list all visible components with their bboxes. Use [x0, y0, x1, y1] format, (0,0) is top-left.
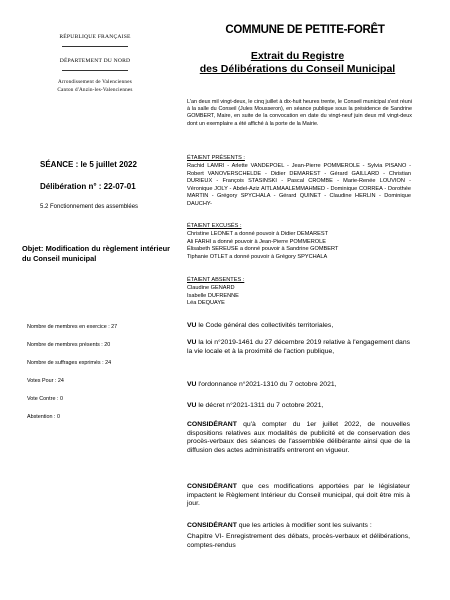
consideration-item — [187, 381, 410, 390]
divider — [62, 70, 128, 71]
consideration-item — [187, 421, 410, 455]
consideration-item — [187, 402, 410, 411]
presents-list: Rachid LAMRI - Arlette VANDEPOEL - Jean-Pierre POMMEROLE - Sylvia PISANO - Robert VANOVERSCHELDE - Didier DEMAREST - Gérard GAILLARD - Christian DURIEUX - François STASINSKI - Pascal CROMBE - Marie-Renée LOUVION - Véronique JOLY - Abdel-Aziz AITLAMAALEMMAHMED - Dominique CORREA - Dorothée MARTIN - Grégory SPYCHALA - Gérard QUINET - Claudine HERLIN - Dominique DAUCHY- — [187, 163, 411, 207]
consideration-text: le Code général des collectivités territoriales, — [196, 322, 334, 329]
republic-label: RÉPUBLIQUE FRANÇAISE — [59, 34, 131, 40]
objet-text: Objet: Modification du règlement intérieur du Conseil municipal — [22, 244, 170, 263]
consideration-lead: VU — [187, 402, 197, 409]
divider — [62, 46, 128, 47]
intro-paragraph: L'an deux mil vingt-deux, le cinq juillet à dix-huit heures trente, le Conseil municipal s'est réuni à la salle du Conseil (Jules Mousseron), en séance publique sous la présidence de Sandrine GOMBERT, Maire, en suite de la convocation en date du vingt-neuf juin deux mil vingt-deux dont un exemplaire a été affiché à la porte de la Mairie. — [187, 99, 412, 127]
consideration-text: que les articles à modifier sont les suivants : — [236, 522, 372, 529]
stat-votes-pour: Votes Pour : 24 — [27, 378, 64, 384]
consideration-lead: VU — [187, 339, 197, 346]
consideration-text: le décret n°2021-1311 du 7 octobre 2021, — [196, 402, 324, 409]
consideration-lead: VU — [187, 322, 197, 329]
list-item: Léa DEQUAYE — [187, 300, 225, 306]
consideration-lead: CONSIDÉRANT — [187, 522, 237, 529]
chapitre-text: Chapitre VI- Enregistrement des débats, procès-verbaux et délibérations, comptes-rendus — [187, 533, 410, 549]
consideration-lead: VU — [187, 381, 197, 388]
absents-heading: ÉTAIENT ABSENTES : — [187, 277, 245, 283]
consideration-text: l'ordonnance n°2021-1310 du 7 octobre 2021, — [196, 381, 337, 388]
stat-vote-contre: Vote Contre : 0 — [27, 396, 63, 402]
presents-heading: ÉTAIENT PRÉSENTS : — [187, 155, 245, 161]
extrait-line-2: des Délibérations du Conseil Municipal — [199, 63, 396, 75]
list-item: Tiphanie OTLET a donné pouvoir à Grégory SPYCHALA — [187, 253, 328, 260]
consideration-item — [187, 483, 410, 509]
stat-abstention: Abstention : 0 — [27, 414, 60, 420]
extrait-title — [170, 50, 425, 76]
deliberation-code: 5.2 Fonctionnement des assemblées — [40, 204, 139, 210]
absents-list — [187, 285, 239, 308]
consideration-item — [187, 339, 410, 356]
stat-membres-exercice: Nombre de membres en exercice : 27 — [27, 324, 118, 330]
list-item: Ali FARHI a donné pouvoir à Jean-Pierre POMMEROLE — [187, 238, 326, 245]
consideration-text: la loi n°2019-1461 du 27 décembre 2019 relative à l'engagement dans la vie locale et à la proximité de l'action publique, — [187, 339, 410, 355]
consideration-item — [187, 522, 410, 531]
consideration-text: que ces modifications apportées par le législateur impactent le Règlement Intérieur du Conseil municipal, qui doit être mis à jour. — [187, 483, 410, 508]
arrondissement-label: Arrondissement de Valenciennes — [58, 79, 132, 85]
excuses-list — [187, 231, 338, 261]
stat-suffrages: Nombre de suffrages exprimés : 24 — [27, 360, 112, 366]
list-item: Isabelle DUFRENNE — [187, 292, 239, 299]
list-item: Claudine GENARD — [187, 285, 235, 291]
stat-membres-presents: Nombre de membres présents : 20 — [27, 342, 111, 348]
consideration-text: qu'à compter du 1er juillet 2022, de nouvelles dispositions relatives aux modalités de publicité et de conservation des procès-verbaux des séances de l'assemblée délibérante ainsi que de la diffusion des actes administratifs entreront en vigueur. — [187, 421, 410, 454]
list-item: Christine LEONET a donné pouvoir à Didier DEMAREST — [187, 231, 329, 237]
excuses-heading: ÉTAIENT EXCUSÉS : — [187, 223, 242, 229]
commune-title: COMMUNE DE PETITE-FORÊT — [225, 24, 385, 36]
canton-label: Canton d'Anzin-les-Valenciennes — [57, 87, 133, 93]
consideration-lead: CONSIDÉRANT — [187, 421, 237, 428]
department-label: DÉPARTEMENT DU NORD — [59, 58, 131, 64]
deliberation-number: Délibération n° : 22-07-01 — [40, 182, 136, 191]
consideration-item — [187, 322, 410, 331]
consideration-lead: CONSIDÉRANT — [187, 483, 237, 490]
list-item: Élisabeth SEREUSE a donné pouvoir à Sandrine GOMBERT — [187, 246, 339, 252]
extrait-line-1: Extrait du Registre — [250, 50, 345, 62]
seance-date: SÉANCE : le 5 juillet 2022 — [40, 160, 137, 169]
